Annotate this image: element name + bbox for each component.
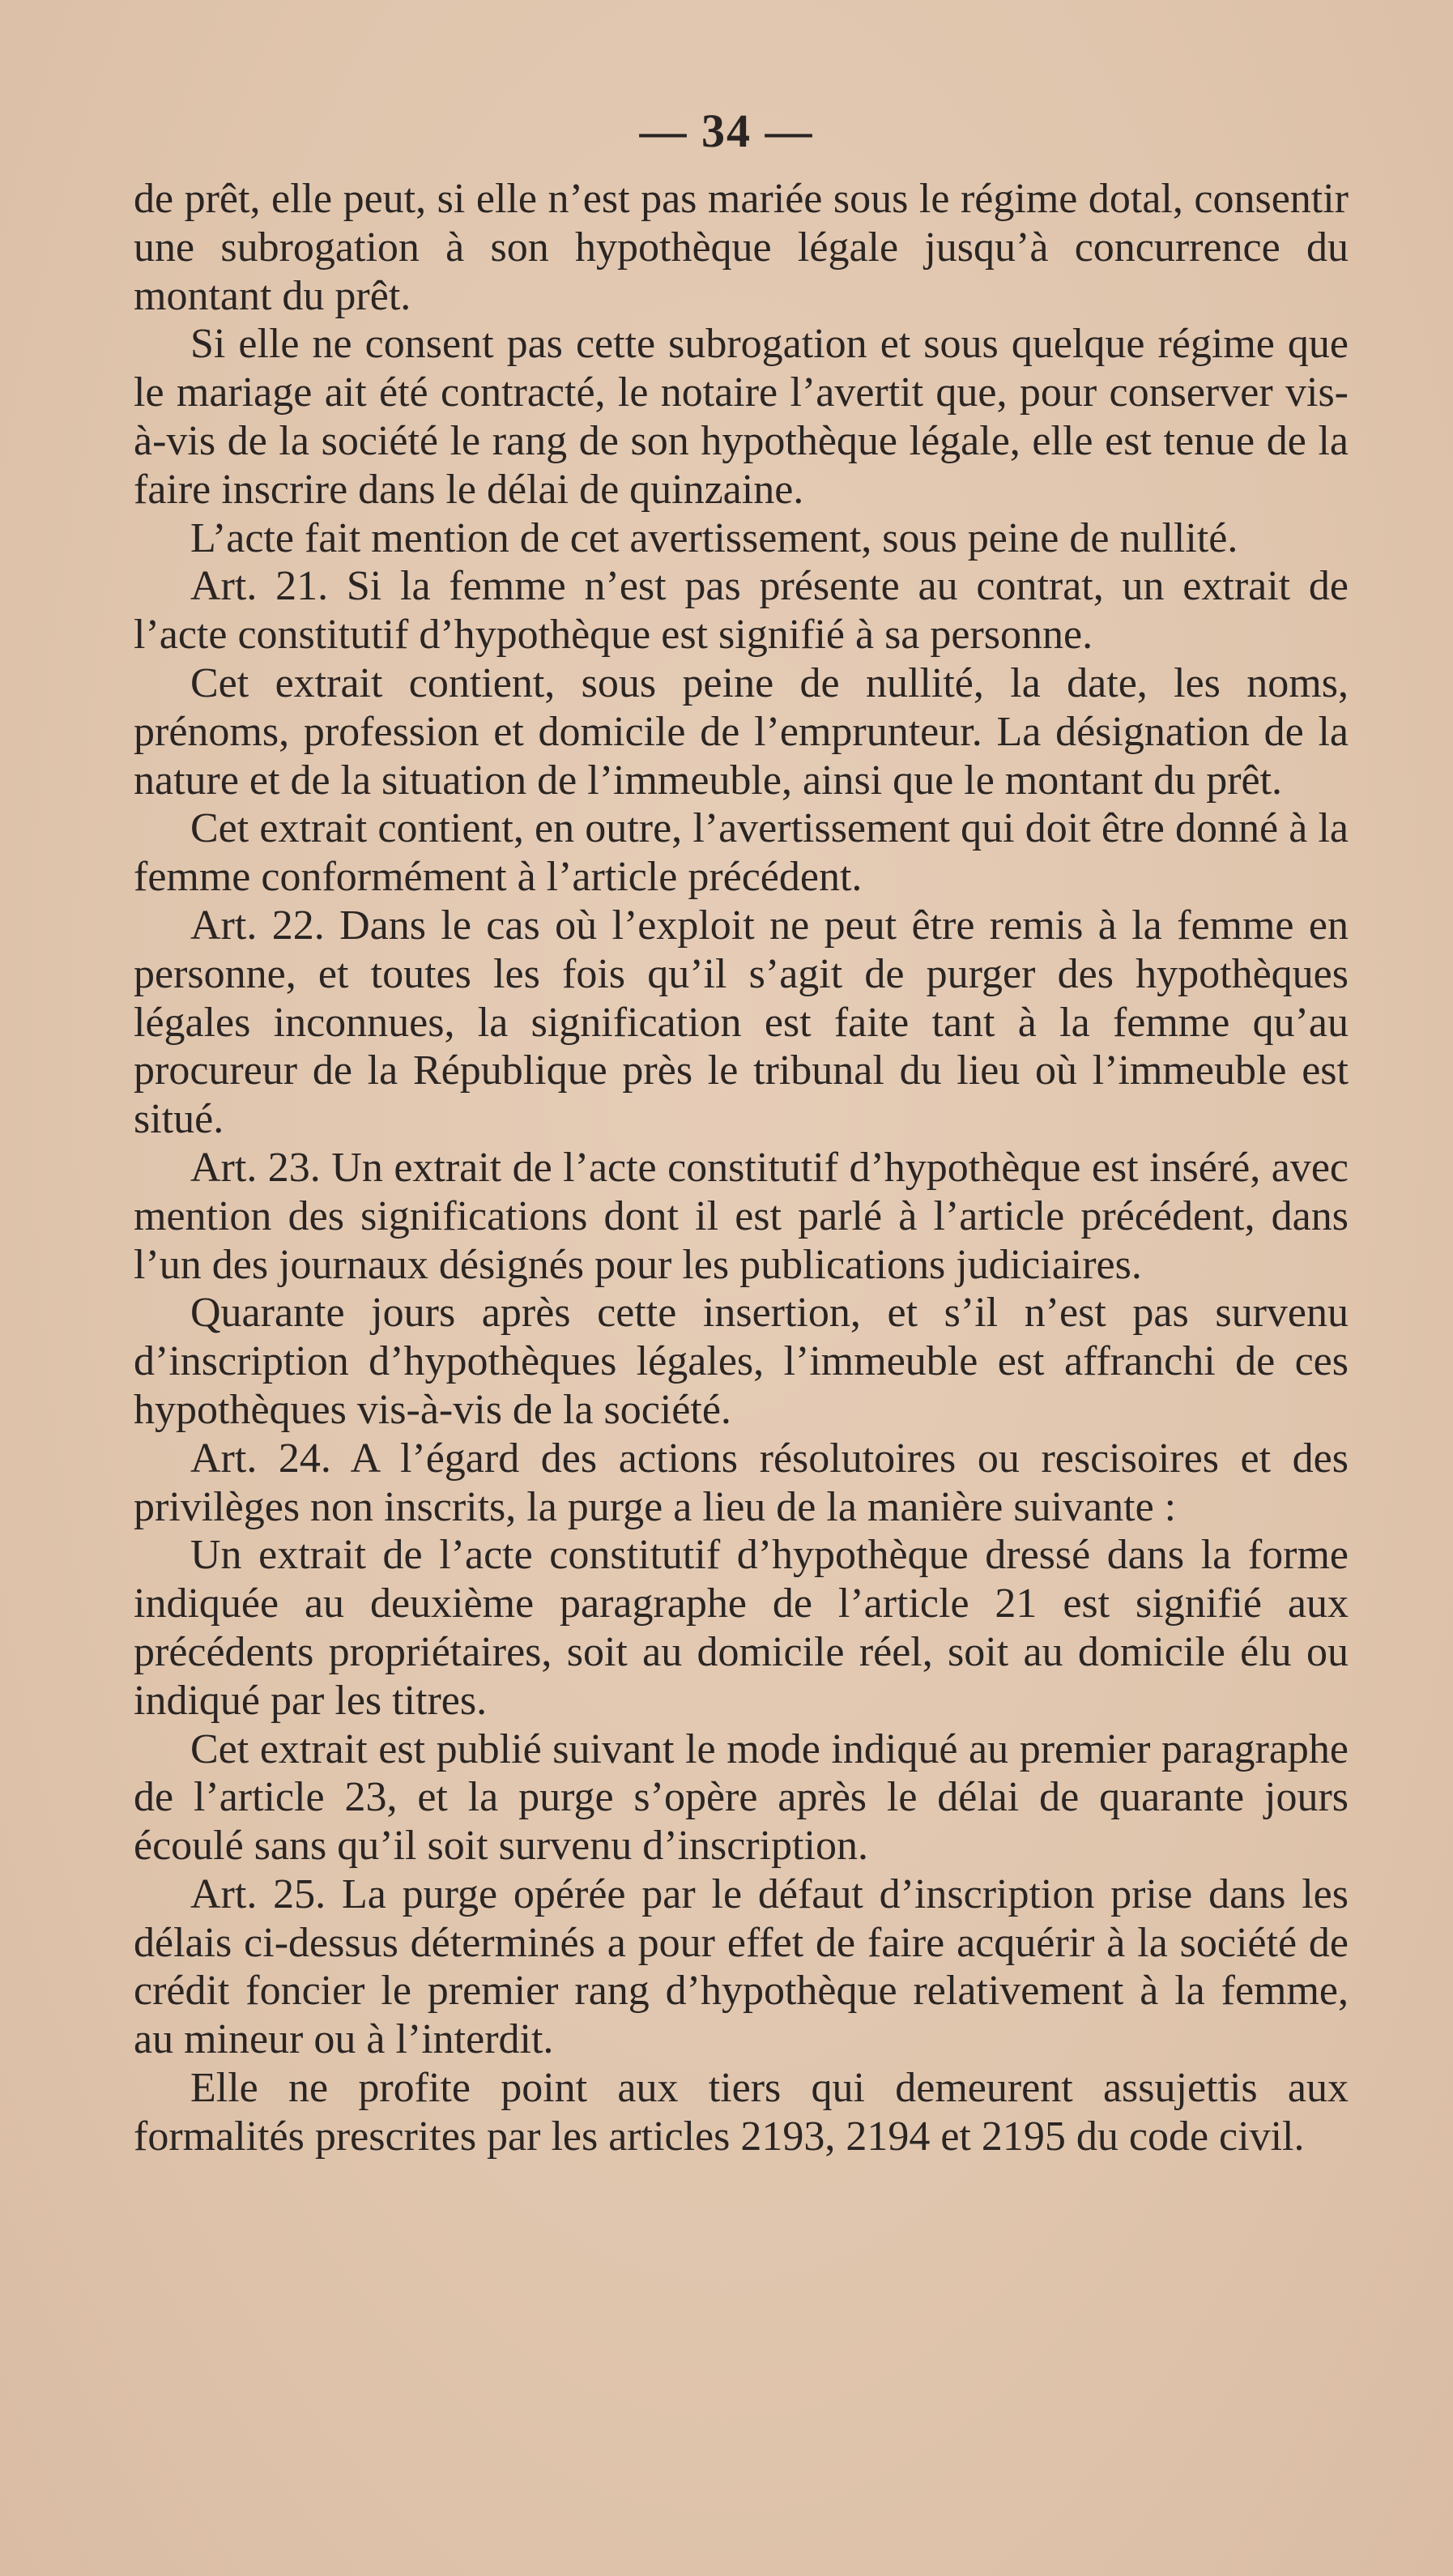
article-23-paragraph: Art. 23. Un extrait de l’acte constitutif d’hypothèque est inséré, avec mention des significations dont il est parlé à l’article précédent, dans l’un des journaux désignés pour les publications judiciaires. [134, 1144, 1349, 1288]
article-21-paragraph: Art. 21. Si la femme n’est pas présente au contrat, un extrait de l’acte constitutif d’hypothèque est signifié à sa personne. [134, 563, 1349, 659]
article-22-paragraph: Art. 22. Dans le cas où l’exploit ne peut être remis à la femme en personne, et toutes les fois qu’il s’agit de purger des hypothèques légales inconnues, la signification est faite tant à la femme qu’au procureur de la République près le tribunal du lieu où l’immeuble est situé. [134, 902, 1349, 1143]
article-24-paragraph: Art. 24. A l’égard des actions résolutoires ou rescisoires et des privilèges non inscrits, la purge a lieu de la manière suivante : [134, 1435, 1349, 1530]
body-text [134, 175, 1349, 2161]
paragraph: Elle ne profite point aux tiers qui demeurent assujettis aux formalités prescrites par les articles 2193, 2194 et 2195 du code civil. [134, 2065, 1349, 2160]
paragraph: Cet extrait contient, en outre, l’avertissement qui doit être donné à la femme conformément à l’article précédent. [134, 805, 1349, 901]
paragraph: Quarante jours après cette insertion, et s’il n’est pas survenu d’inscription d’hypothèques légales, l’immeuble est affranchi de ces hypothèques vis-à-vis de la société. [134, 1290, 1349, 1433]
page-header [0, 104, 1453, 158]
paragraph: Cet extrait contient, sous peine de nullité, la date, les noms, prénoms, profession et domicile de l’emprunteur. La désignation de la nature et de la situation de l’immeuble, ainsi que le montant du prêt. [134, 659, 1349, 804]
article-25-paragraph: Art. 25. La purge opérée par le défaut d’inscription prise dans les délais ci-dessus déterminés a pour effet de faire acquérir à la société de crédit foncier le premier rang d’hypothèque relativement à la femme, au mineur ou à l’interdit. [134, 1870, 1349, 2063]
paragraph: Cet extrait est publié suivant le mode indiqué au premier paragraphe de l’article 23, et la purge s’opère après le délai de quarante jours écoulé sans qu’il soit survenu d’inscription. [134, 1725, 1349, 1870]
paragraph: Un extrait de l’acte constitutif d’hypothèque dressé dans la forme indiquée au deuxième paragraphe de l’article 21 est signifié aux précédents propriétaires, soit au domicile réel, soit au domicile élu ou indiqué par les titres. [134, 1532, 1349, 1724]
paragraph: de prêt, elle peut, si elle n’est pas mariée sous le régime dotal, consentir une subrogation à son hypothèque légale jusqu’à concurrence du montant du prêt. [134, 176, 1349, 319]
page-number: — 34 — [639, 104, 814, 157]
paragraph: Si elle ne consent pas cette subrogation et sous quelque régime que le mariage ait été contracté, le notaire l’avertit que, pour conserver vis-à-vis de la société le rang de son hypothèque légale, elle est tenue de la faire inscrire dans le délai de quinzaine. [134, 321, 1349, 513]
paragraph: L’acte fait mention de cet avertissement, sous peine de nullité. [190, 514, 1238, 561]
